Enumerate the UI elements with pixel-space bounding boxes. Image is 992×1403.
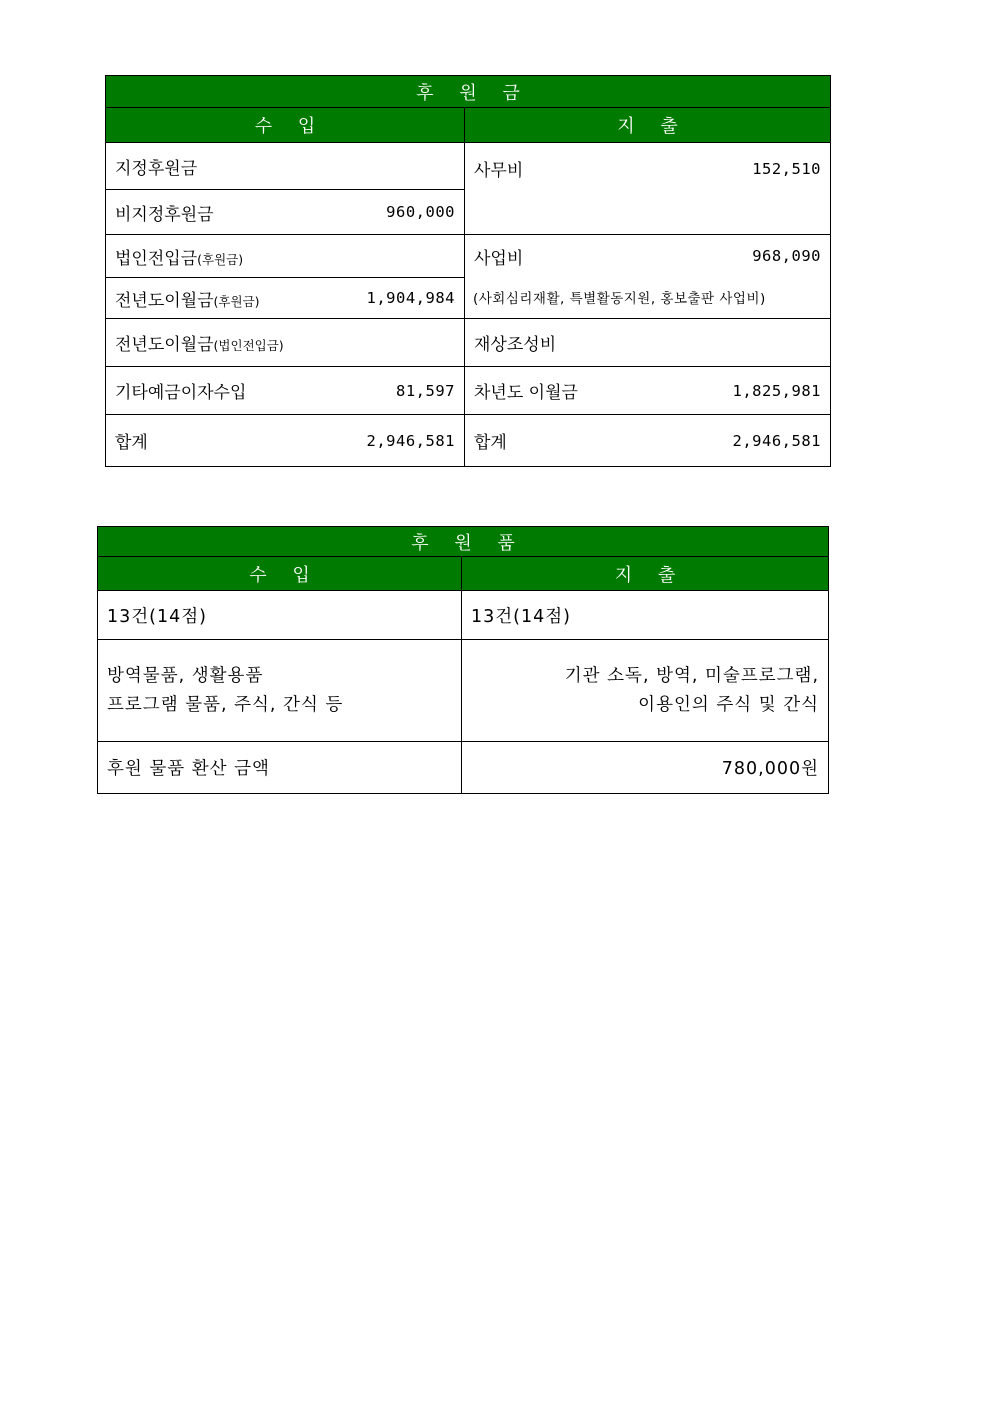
- income-note: (법인전입금): [213, 338, 284, 353]
- income-label: 합계: [115, 433, 148, 453]
- goods-income-items-line1: 방역물품, 생활용품: [107, 665, 264, 686]
- income-label: 비지정후원금: [115, 204, 214, 225]
- goods-expense-count: 13건(14점): [462, 591, 829, 640]
- expense-row-business-note: [465, 278, 831, 319]
- goods-expense-items-line2: 이용인의 주식 및 간식: [638, 694, 820, 715]
- donation-table: [105, 75, 831, 467]
- expense-value: 968,090: [752, 247, 822, 266]
- income-label: 전년도이월금: [115, 335, 214, 355]
- goods-table: [97, 526, 829, 794]
- goods-income-header: 수 입: [98, 557, 462, 591]
- income-value: 1,904,984: [366, 289, 455, 307]
- income-note: (후원금): [197, 251, 244, 267]
- income-row-carryover-corporate: [106, 319, 465, 367]
- income-row-total: [106, 415, 465, 467]
- goods-title: 후 원 품: [98, 527, 829, 557]
- expense-label: 재상조성비: [474, 335, 557, 355]
- goods-expense-items-line1: 기관 소독, 방역, 미술프로그램,: [564, 665, 820, 686]
- expense-label: 사무비: [474, 161, 524, 181]
- expense-label: 차년도 이월금: [474, 383, 578, 403]
- income-value: 81,597: [396, 381, 455, 400]
- expense-row-total: [465, 415, 831, 467]
- goods-conversion-value: 780,000원: [462, 742, 829, 794]
- income-label: 기타예금이자수입: [115, 383, 247, 403]
- donation-expense-header: 지 출: [465, 108, 831, 143]
- expense-row-business: [465, 235, 831, 278]
- income-row-interest: [106, 367, 465, 415]
- income-row-corporate: [106, 235, 465, 278]
- income-row-carryover-donation: [106, 278, 465, 319]
- expense-note: (사회심리재활, 특별활동지원, 홍보출판 사업비): [473, 291, 766, 308]
- expense-row-reserve: [465, 319, 831, 367]
- goods-expense-items: [462, 640, 829, 742]
- donation-income-header: 수 입: [106, 108, 465, 143]
- goods-conversion-label: 후원 물품 환산 금액: [98, 742, 462, 794]
- income-value: 960,000: [386, 203, 455, 221]
- income-row-undesignated: [106, 190, 465, 235]
- expense-value: 1,825,981: [732, 381, 822, 400]
- income-note: (후원금): [213, 293, 260, 309]
- income-row-designated: [106, 143, 465, 190]
- goods-income-items: [98, 640, 462, 742]
- expense-value: 152,510: [752, 159, 822, 178]
- expense-label: 사업비: [474, 248, 524, 269]
- expense-row-office: [465, 143, 831, 235]
- goods-income-items-line2: 프로그램 물품, 주식, 간식 등: [107, 694, 344, 715]
- expense-label: 합계: [474, 433, 507, 453]
- donation-title: 후 원 금: [106, 76, 831, 108]
- income-label: 지정후원금: [115, 158, 198, 179]
- income-label: 법인전입금: [115, 248, 198, 269]
- goods-expense-header: 지 출: [462, 557, 829, 591]
- income-label: 전년도이월금: [115, 290, 214, 311]
- expense-value: 2,946,581: [732, 431, 822, 450]
- income-value: 2,946,581: [366, 431, 455, 450]
- expense-row-next-year: [465, 367, 831, 415]
- goods-income-count: 13건(14점): [98, 591, 462, 640]
